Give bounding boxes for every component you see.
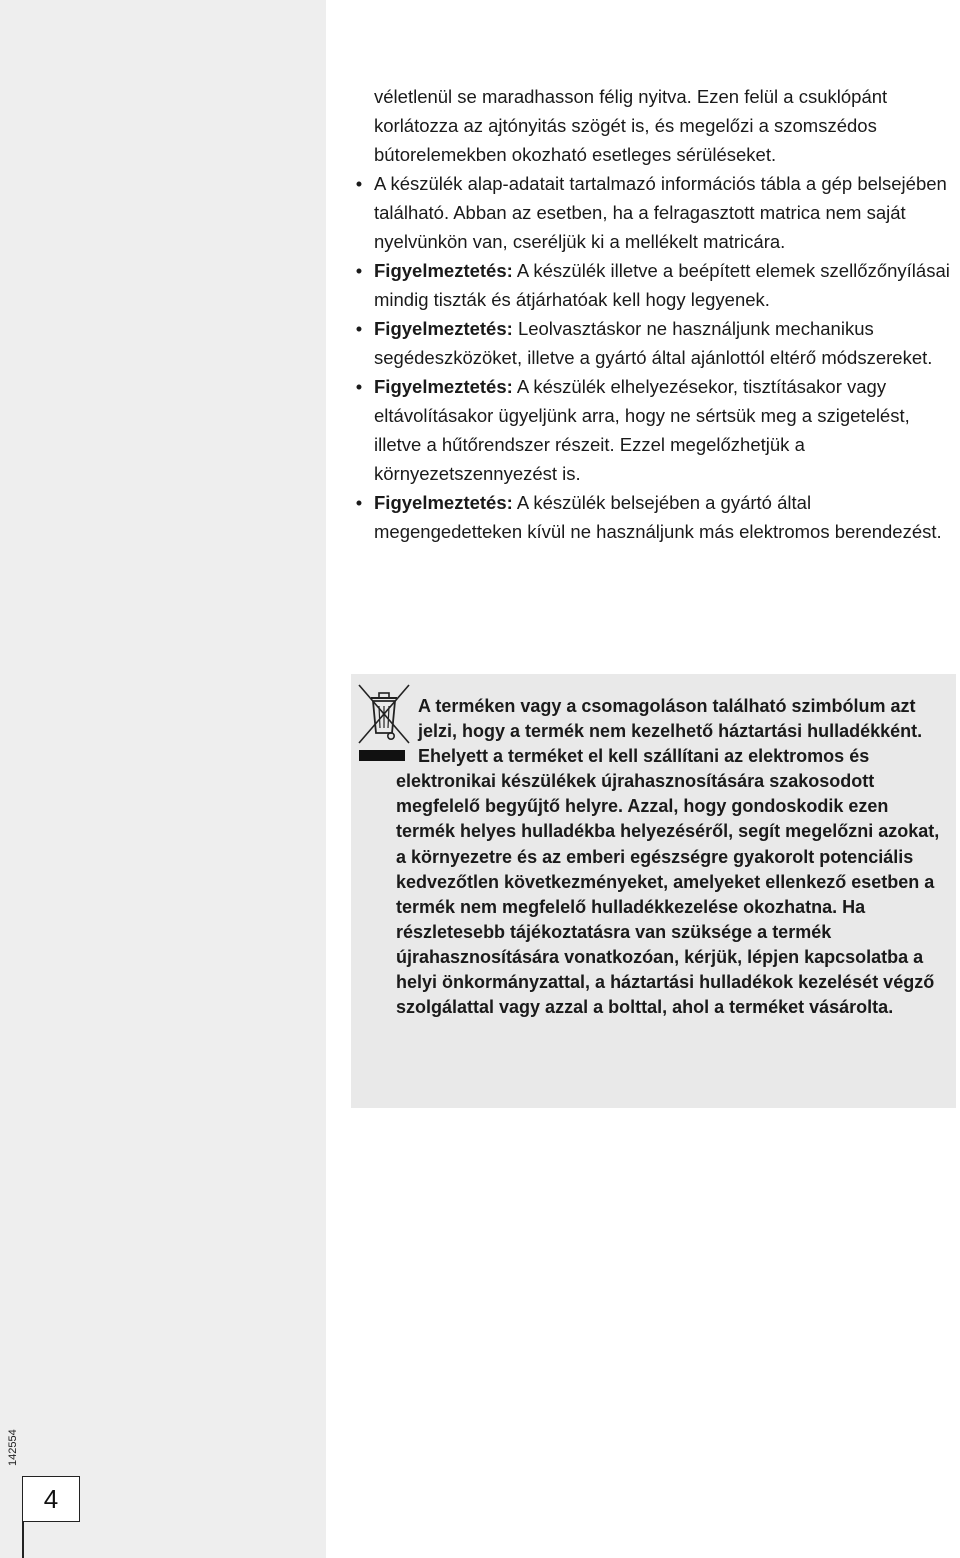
list-item-text: A készülék alap-adatait tartalmazó információs tábla a gép belsejében található. Abban az esetben, ha a felragasztott matrica nem saját nyelvünkön van, cseréljük ki a mellékelt matricára. [374,173,947,252]
bullet-marker: • [355,492,363,513]
instruction-list [355,169,958,546]
list-item-text: Leolvasztáskor ne használjunk mechanikus segédeszközöket, illetve a gyártó által ajánlottól eltérő módszereket. [374,318,933,368]
bullet-marker: • [355,260,363,281]
bullet-marker: • [355,376,363,397]
list-item [355,372,958,488]
warning-label: Figyelmeztetés: [374,260,513,281]
list-item [355,488,958,546]
intro-paragraph: véletlenül se maradhasson félig nyitva. Ezen felül a csuklópánt korlátozza az ajtónyitás szögét is, és megelőzi a szomszédos bútorelemekben okozható esetleges sérüléseket. [374,86,888,165]
page-number: 4 [22,1476,80,1522]
warning-label: Figyelmeztetés: [374,376,513,397]
bullet-marker: • [355,173,363,194]
document-id: 142554 [7,1429,19,1466]
list-item [355,169,958,256]
list-item-text: A készülék elhelyezésekor, tisztításakor vagy eltávolításakor ügyeljünk arra, hogy ne sértsük meg a szigetelést, illetve a hűtőrendszer részeit. Ezzel megelőzhetjük a környezetszennyezést is. [374,376,910,484]
weee-notice-body: A terméken vagy a csomagoláson található szimbólum azt jelzi, hogy a termék nem kezelhető háztartási hulladékként. Ehelyett a terméket el kell szállítani az elektromos és elektronikai készülékek újrahasznosítására szakosodott megfelelő begyűjtő helyre. Azzal, hogy gondoskodik ezen termék helyes hulladékba helyezéséről, segít megelőzni azokat, a környezetre és az emberi egészségre gyakorolt potenciális kedvezőtlen következményeket, amelyeket ellenkező esetben a termék nem megfelelő hulladékkezelése okozhatna. Ha részletesebb tájékoztatásra van szüksége a termék újrahasznosítására vonatkozóan, kérjük, lépjen kapcsolatba a helyi önkormányzattal, a háztartási hulladékok kezelését végző szolgálattal vagy azzal a bolttal, ahol a terméket vásárolta. [396,696,940,1018]
warning-label: Figyelmeztetés: [374,318,513,339]
list-item-text: A készülék belsejében a gyártó által megengedetteken kívül ne használjunk más elektromos berendezést. [374,492,942,542]
icon-spacer [396,694,418,764]
warning-label: Figyelmeztetés: [374,492,513,513]
main-content [355,82,958,546]
bullet-marker: • [355,318,363,339]
weee-notice-text [396,694,948,1020]
list-item [355,256,958,314]
list-item [355,314,958,372]
list-item-text: A készülék illetve a beépített elemek szellőzőnyílásai mindig tiszták és átjárhatóak kell hogy legyenek. [374,260,950,310]
page-number-rule [22,1522,24,1558]
left-margin-panel [0,0,326,1558]
